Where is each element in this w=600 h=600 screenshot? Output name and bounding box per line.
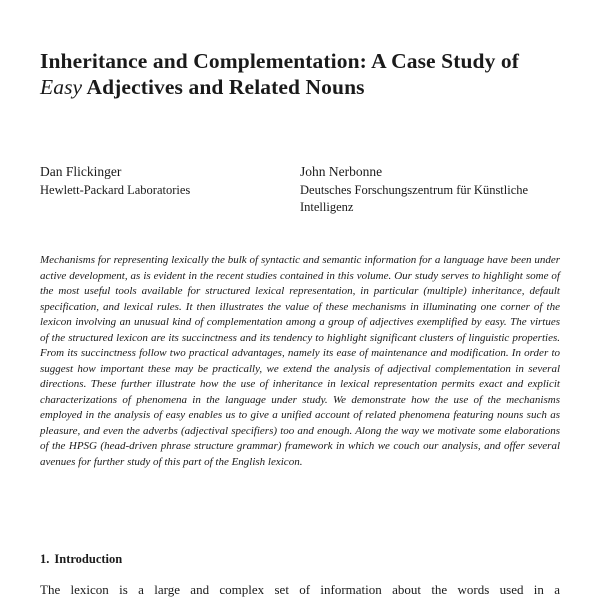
title-main: Inheritance and Complementation: A Case Study of: [40, 49, 520, 73]
abstract: Mechanisms for representing lexically the bulk of syntactic and semantic information for a language have been under active development, as is evident in the recent studies contained in this volume. Our study serves to highlight some of the most useful tools available for structured lexical representation, in particular (multiple) inheritance, default specification, and lexical rules. It then illustrates the value of these mechanisms in illuminating one corner of the lexicon involving an unusual kind of complementation among a group of adjectives exemplified by easy. The virtues of the structured lexicon are its succinctness and its tendency to highlight significant clusters of linguistic properties. From its succinctness follow two practical advantages, namely its ease of maintenance and modification. In order to suggest how important these may be practically, we extend the analysis of adjectival complementation in several directions. These further illustrate how the use of inheritance in lexical representation permits exact and explicit characterizations of phenomena in the language under study. We demonstrate how the use of the mechanisms employed in the analysis of easy enables us to give a unified account of related phenomena featuring nouns such as pleasure, and even the adverbs (adjectival specifiers) too and enough. Along the way we motivate some elaborations of the HPSG (head-driven phrase structure grammar) framework in which we couch our analysis, and offer several avenues for further study of this part of the English lexicon.: [40, 254, 560, 468]
author-name-1: Dan Flickinger: [40, 164, 122, 179]
author-affiliation-1: Hewlett-Packard Laboratories: [40, 183, 191, 197]
title-italic-word: Easy: [40, 75, 83, 99]
section-heading: [40, 552, 122, 567]
author-name-2: John Nerbonne: [300, 164, 383, 179]
author-block-2: [300, 163, 560, 216]
author-affiliation-2: Deutsches Forschungszentrum für Künstliche Intelligenz: [300, 183, 529, 214]
section-number: 1.: [40, 552, 50, 566]
author-block-1: [40, 163, 270, 199]
section-title: Introduction: [54, 552, 123, 566]
paper-title: [40, 48, 560, 100]
body-paragraph: The lexicon is a large and complex set of information about the words used in a: [40, 582, 560, 597]
title-rest: Adjectives and Related Nouns: [82, 75, 365, 99]
